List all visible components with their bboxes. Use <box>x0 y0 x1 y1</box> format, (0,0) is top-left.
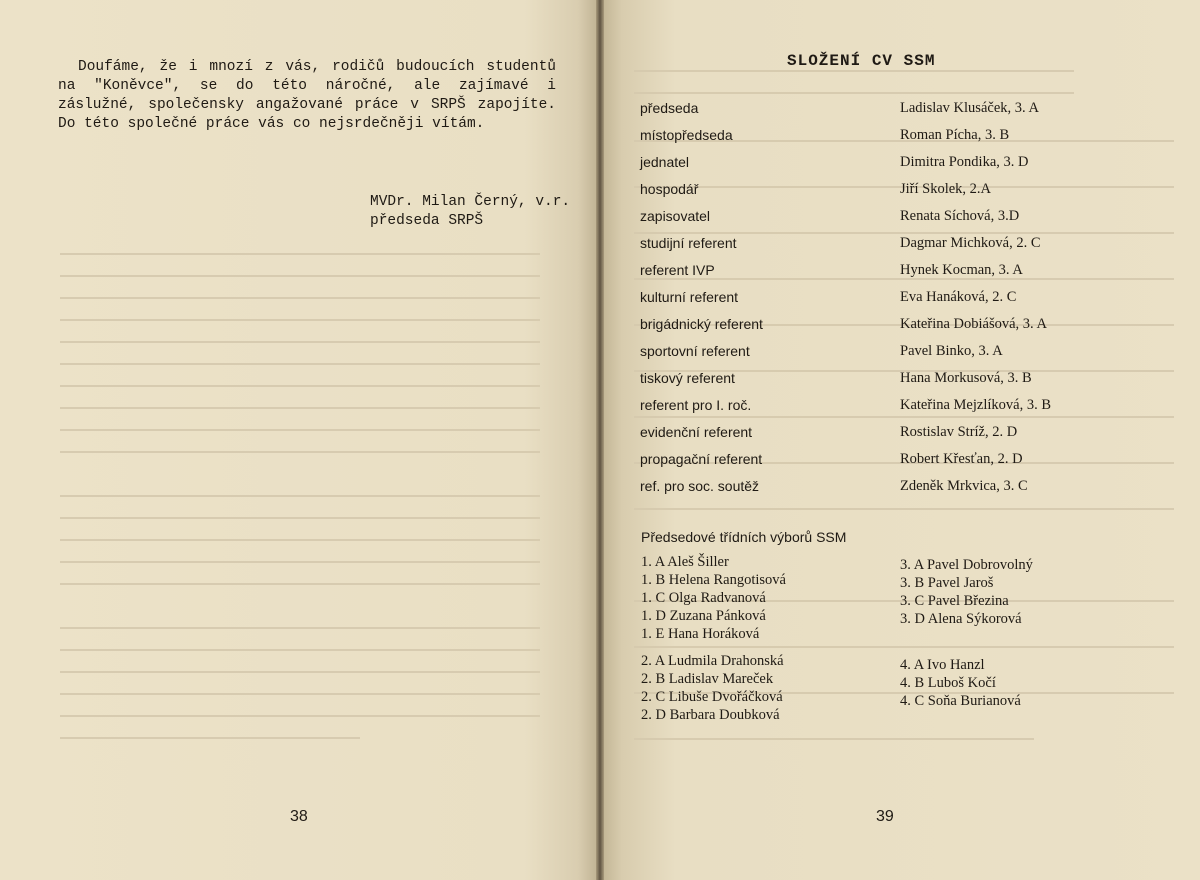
list-item: 3. C Pavel Březina <box>900 593 1009 609</box>
role-label: brigádnický referent <box>640 316 763 332</box>
class-chairs-year1 <box>641 553 786 643</box>
book-gutter <box>596 0 604 880</box>
role-row <box>640 235 1160 262</box>
signature-name: MVDr. Milan Černý, v.r. <box>370 194 571 210</box>
role-label: ref. pro soc. soutěž <box>640 478 760 494</box>
role-row <box>640 127 1160 154</box>
role-label: tiskový referent <box>640 370 735 386</box>
bleed-through-line <box>634 646 1174 648</box>
bleed-through-line <box>60 627 540 629</box>
class-committee-heading: Předsedové třídních výborů SSM <box>641 529 847 545</box>
class-chairs-year2 <box>641 652 784 724</box>
bleed-through-line <box>634 70 1074 72</box>
role-label: propagační referent <box>640 451 763 467</box>
bleed-through-line <box>60 671 540 673</box>
list-item: 4. C Soňa Burianová <box>900 693 1021 709</box>
member-name: Ladislav Klusáček, 3. A <box>900 100 1039 116</box>
member-name: Dimitra Pondika, 3. D <box>900 154 1029 170</box>
bleed-through-line <box>60 517 540 519</box>
member-name: Hana Morkusová, 3. B <box>900 370 1032 386</box>
list-item: 3. A Pavel Dobrovolný <box>900 557 1033 573</box>
member-name: Kateřina Dobiášová, 3. A <box>900 316 1047 332</box>
role-row <box>640 451 1160 478</box>
member-name: Roman Pícha, 3. B <box>900 127 1010 143</box>
page-title: SLOŽENÍ CV SSM <box>787 52 936 70</box>
member-name: Zdeněk Mrkvica, 3. C <box>900 478 1028 494</box>
role-row <box>640 397 1160 424</box>
role-row <box>640 289 1160 316</box>
role-label: předseda <box>640 100 699 116</box>
list-item: 2. B Ladislav Mareček <box>641 671 774 687</box>
committee-roles-list <box>640 100 1160 505</box>
role-row <box>640 478 1160 505</box>
member-name: Jiří Skolek, 2.A <box>900 181 992 197</box>
bleed-through-line <box>60 539 540 541</box>
list-item: 1. A Aleš Šiller <box>641 554 729 570</box>
role-label: jednatel <box>640 154 690 170</box>
list-item: 1. C Olga Radvanová <box>641 590 766 606</box>
role-label: referent IVP <box>640 262 715 278</box>
bleed-through-line <box>60 583 540 585</box>
bleed-through-line <box>60 495 540 497</box>
bleed-through-line <box>634 738 1034 740</box>
list-item: 4. B Luboš Kočí <box>900 675 996 691</box>
bleed-through-line <box>60 649 540 651</box>
bleed-through-line <box>60 451 540 453</box>
role-label: hospodář <box>640 181 699 197</box>
bleed-through-line <box>60 363 540 365</box>
role-row <box>640 343 1160 370</box>
bleed-through-line <box>634 92 1074 94</box>
left-page <box>0 0 596 880</box>
role-row <box>640 262 1160 289</box>
bleed-through-line <box>634 508 1174 510</box>
bleed-through-line <box>60 385 540 387</box>
role-row <box>640 424 1160 451</box>
role-label: kulturní referent <box>640 289 739 305</box>
intro-text: Doufáme, že i mnozí z vás, rodičů budoucích studentů na "Koněvce", se do této náročné, ale zajímavé i záslužné, společensky angažované práce v SRPŠ zapojíte. Do této společné práce vás co nejsrdečněji vítám. <box>58 59 556 132</box>
bleed-through-line <box>60 693 540 695</box>
role-label: sportovní referent <box>640 343 750 359</box>
role-label: referent pro I. roč. <box>640 397 752 413</box>
signature-block <box>370 193 570 231</box>
bleed-through-line <box>60 297 540 299</box>
member-name: Pavel Binko, 3. A <box>900 343 1003 359</box>
bleed-through-line <box>60 715 540 717</box>
bleed-through-line <box>60 737 360 739</box>
list-item: 3. D Alena Sýkorová <box>900 611 1022 627</box>
bleed-through-line <box>60 429 540 431</box>
bleed-through-line <box>60 561 540 563</box>
intro-paragraph <box>58 58 556 134</box>
role-row <box>640 316 1160 343</box>
member-name: Renata Síchová, 3.D <box>900 208 1020 224</box>
bleed-through-line <box>60 275 540 277</box>
role-label: studijní referent <box>640 235 737 251</box>
role-row <box>640 181 1160 208</box>
list-item: 2. D Barbara Doubková <box>641 707 780 723</box>
member-name: Eva Hanáková, 2. C <box>900 289 1017 305</box>
role-row <box>640 208 1160 235</box>
list-item: 1. D Zuzana Pánková <box>641 608 766 624</box>
role-label: evidenční referent <box>640 424 753 440</box>
role-label: zapisovatel <box>640 208 711 224</box>
bleed-through-line <box>60 407 540 409</box>
member-name: Rostislav Stríž, 2. D <box>900 424 1018 440</box>
role-label: místopředseda <box>640 127 733 143</box>
class-chairs-year3 <box>900 556 1033 628</box>
list-item: 1. E Hana Horáková <box>641 626 760 642</box>
bleed-through-line <box>60 341 540 343</box>
signature-role: předseda SRPŠ <box>370 213 484 229</box>
list-item: 4. A Ivo Hanzl <box>900 657 985 673</box>
page-number-left: 38 <box>290 808 308 825</box>
member-name: Dagmar Michková, 2. C <box>900 235 1041 251</box>
member-name: Robert Křesťan, 2. D <box>900 451 1023 467</box>
member-name: Hynek Kocman, 3. A <box>900 262 1023 278</box>
role-row <box>640 370 1160 397</box>
list-item: 2. C Libuše Dvořáčková <box>641 689 783 705</box>
member-name: Kateřina Mejzlíková, 3. B <box>900 397 1051 413</box>
page-number-right: 39 <box>876 808 894 825</box>
list-item: 1. B Helena Rangotisová <box>641 572 786 588</box>
bleed-through-line <box>60 253 540 255</box>
bleed-through-line <box>60 319 540 321</box>
list-item: 3. B Pavel Jaroš <box>900 575 994 591</box>
role-row <box>640 154 1160 181</box>
list-item: 2. A Ludmila Drahonská <box>641 653 784 669</box>
role-row <box>640 100 1160 127</box>
class-chairs-year4 <box>900 656 1021 710</box>
